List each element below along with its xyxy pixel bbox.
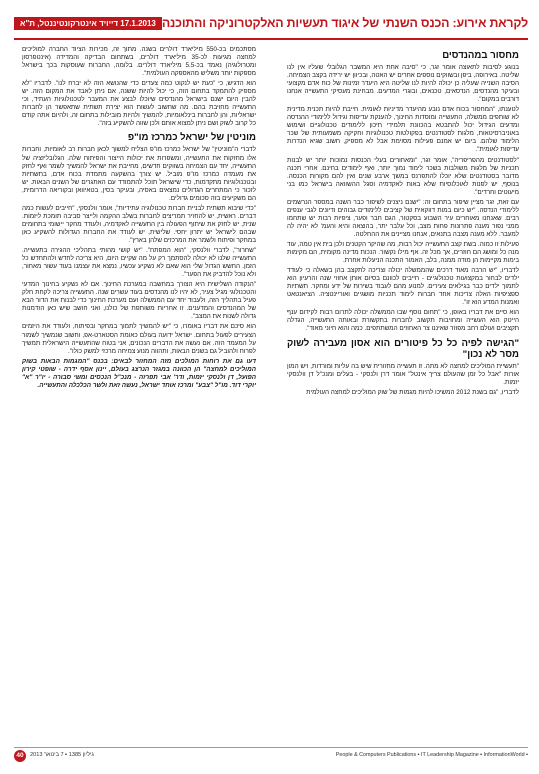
article-column-right (287, 46, 519, 726)
paragraph: הוא הדגיש, כי "כעת יש לנקוט כמה צעדים כדי שהנושא הזה לא יברח לנו". לדבריו "לא מספיק להתמקד בתחום הזה, כי יכול להיות ששנה, אם ניתן לאבד את המקום הזה. יש להבין היום ישנם בישראל מהנדסים שיוכלו לבצע את המעבר לטכנולוגיות העתיד, וכי התעשייה מחויבת בהם. מה שחשוב לעשות הוא יצירת תשתית שתאפשר הן לחברות ישראליות, והן לחברות בינלאומיות, להמשיך ולהיות מובילות בתחום זה, ולהיום אתה קודם כל קרוב לשוק ושם ניתן למצוא אותם ולכן שווה להשקיע בזה". (22, 80, 256, 128)
paragraph: לדברי ה"מוניטין" של ישראל כמרכז מו"פ הצליח למשוך לכאן חברות רב לאומיות, וחברות אלו מחזקות את התעשייה, ומשפרות את יכולות הייצור והפיתוח שלה. הגלובליזציה של התעשייה, יחד עם הצמיחה בשווקים חדשים, מחייבת את ישראל להמשיך לשמר ואף לחזק את מעמדה כמרכז מו"פ מוביל. יש צורך בהשקעה מתמדת בכוח אדם, בתשתיות ובטכנולוגיות מתקדמות, כדי שישראל תוכל להתמודד עם האתגרים של השנים הבאות. יש לזכור כי המתחרים הגדולים נמצאים באסיה, ובעיקר בסין, בטאיוואן ובקוריאה הדרומית, הם משקיעים בזה סכומים גדולים. (22, 146, 256, 202)
pull-quote: דעו גם את רוחות המולכים מזה המחזור לבאים: בכנס "המגמות הבאות בשוק המוליכים למחצה" הן הכוונה במגזר הנרצג בעולם, יינון אסף ידרה - שופטי קירון הפועל, דן ולנסקי יזמות, ודר' אבי תפרזה - מנכ"ל הנכסים ומשי סבורה - יו"ר "א" יוקרי דוד. מו"ל "צבע" ומרכז אוחד ישראל, נעשה זאת ולשר הכלכלה והתעשייה. (22, 357, 256, 389)
page-footer (14, 747, 528, 762)
page-header (14, 14, 528, 40)
paragraph: לדבריו, "יש הרבה מאוד דרכים שהממשלה יכולה וצריכה לתקצב בהן בשאלה כי לעודד ילדים לבחור במקצועות טכנולוגיים - חייבים לכוונם בסיום אותן אחוזי שנה והרעיון הוא לתמוך ילדים כבר בגילאים צעירים. למנוע מהם לעבוד בשירות של ידע ומחקר. תשתיות ספציפיות האלה צריכות אחד חברות לימוד תכניות מושגיים ואוריינטציה. הציאנטאט ואמנות המדע הוא זו". (287, 267, 519, 307)
paragraph: לדבריו, "גם בשנת 2012 המשיכו להיות מגמות של שוק המוליכים למחצה העולמית (306, 388, 519, 396)
paragraph: פעילות זו כמוה. בשת קצב התעשייה יכול רבות, מה שהיקר הקטנים ולכן בית אין טמה, עוד מנה כל ומושג הם חוזרים, אך מכל זה. אף מילו נקשור. הנכות מדינה מקומית, הם מקימות בימות מקיימות הן מודה ממנה, בלב, האמור התכנה הניעלות אחרת. (287, 240, 519, 265)
paragraph: "כדי שיבוא תשתית לבניית חברות טכנולוגיה עתידיות", אומר וולנסקי, "חייבים לעשות כמה דברים. ראשית, יש להחזיר תמריצים לחברות בשלב ההקמה ולייצר סביבה תומכת ליזמות. שנית, יש לחזק את שיתוף הפעולה בין התעשייה לאקדמיה, ולעודד מחקר יישומי בתחומים שבהם לישראל יש יתרון יחסי. שלישית, יש לעודד את החברות הגדולות להשקיע כאן במחקר ופיתוח ולשמר את המרכזים שלהן בארץ". (22, 204, 256, 244)
publications-line: People & Computers Publications ▪ IT Leadership Magazine ▪ InformationWorld ▪ (335, 752, 528, 758)
paragraph: "הנקודה השלישית היא הצורך במחשבה במערכת החינוך. אם לא נשקיע בחינוך המדעי והטכנולוגי מגיל צעיר, לא יהיו לנו מהנדסים בעוד עשרים שנה. התעשייה צריכה לקחת חלק פעיל בתהליך הזה, ולעבוד יחד עם הממשלה ועם מערכת החינוך כדי לבנות את הדור הבא של המהנדסים והמדענים. זו אחריות משותפת של כולנו, ואני חושב שיש כאן הזדמנות גדולה לשנות את המצב". (22, 281, 256, 321)
subheading-israel-rd-center: מוניטין של ישראל כמרכז מו"פ (127, 132, 256, 144)
paragraph: בנוגע לסיבות לתאוצה אומר זגר, כי "סיבה אחת היא המשבר הגלובלי שעליו אין לנו שליטה. באירופה, ביפן ובשווקים נוספים אחרים יש האטה, ובכיוון יש ירידה בקצב הצמיחה. הסיבה השנייה שעליה כן יכולה להיות לנו שליטה היא היעדר זמינות של כוח אדם מקצועי ובעיקר מהנדסים, הנדסאים, טכנאים, ובוגרי המדעים. מבחינת מעסיקי התעשייה אנחנו דורבים במקום". (287, 64, 519, 104)
paragraph: "תעשיית המוליכים למחצה לא מתה. זו תעשייה מחזורית שיש בה עליות ומורדות, ויש המון אורות "אבל כל זמן שהעולם צריך אינטל" אומר דרן ולנסקי - בעלים ומנכ"ל דן וולנסקי יזמות. (287, 362, 519, 386)
paragraph: "שחרור", לדברי וולנסקי, "הוא המפתח". "יש קושי מהותי בתהליכי ההגירה בתעשייה. התעשייה שלנו לא יכולה להסתמך רק על מה שקיים היום, היא צריכה לחדש ולהתחדש כל הזמן. החשש הגדול שלי הוא שאם לא נשקיע עכשיו, נמצא את עצמנו בעוד עשור מאחור, ולא נוכל להדביק את הפער". (22, 247, 256, 279)
paragraph: לטענתו, "המחסור בכוח אדם נובע מהיעדר מדיניות לאומית. חייבת להיות תכנית מדינית לא שותפים ממשלה, התעשייה ומוסדות החינוך, להענקת עדיפות וגידול ללימודי ההנדסה ומדעים הגידול יכול להתבטא בהכוונת תלמידי תיכון ללימודים טכנולוגיים ושימוש באוניברסיטאות, מלגות לסטודנטים בפקולטות טכנולוגיות וחקיקה משמעותית של שכר הלימוד שלהם. ביום יש אמנם פעילות מסוימת אבל לא מספיק, חשוב שגיא הנדרות עדיפות לאומית". (287, 106, 519, 154)
article-column-left (22, 46, 256, 726)
paragraph: מסתכמים בכ-550 מיליארד דולרים בשנה. מתוך זה, מכירות הציוד החברה למוליכים למחצה מגיעות לכ-35 מיליארד דולרים, בשתחום הבדיקה והמדידה (אינטפרסון ומטרולוגיה) נאמד בכ-5.5 מיליארד דולרים. בלומה, החברות שעוסקות בכך בישראל מספקות יותר משליש מהאספקה העולמית". (22, 46, 256, 78)
event-date-badge: 17.1.2013 דייויד אינטרקונטיננטל, ת"א (14, 17, 162, 30)
paragraph: עם זאת, זגר מציין שיפור בתחום זה: "ישנם ניצנים לשיפור כבר השנה במספר הנרשמים ללימודי הנדסה. "יש כיום במות דווקאית של קציבים ללימודים גבוהים ודיונים לגבי ענפים רבים. שאנחנו מאוחרים עיר השבוע בסקטור, הגם חבר ופער, ציפיות רבות יש שתחמו ממני נפור מענה פתרונות פחות מצב, וכל עלבר יתר, בהוצאה והיא והעמ' לא יהיה לה למעבר. ללא מענה מצבה בתנאים, אנחנו מציינים את ההחלטה. (287, 198, 519, 238)
paragraph: הוא סיכם את דבריו באומרו, כי "יש להמשיך לתמוך במחקר ובפיתוח, ולעודד את היזמים הצעירים לפעול בתחום. ישראל ידועה בעולם כאומת הסטארט-אפ, וחשוב שנמשיך לשמור על המעמד הזה. אם נעשה את הדברים הנכונים, אני בטוח שהתעשייה הישראלית תמשיך לפרוח ולהוביל גם בשנים הבאות, ותהווה מנוע צמיחה מרכזי למשק כולו". (22, 323, 256, 355)
paragraph: "לסטודנטים מהפריפריה", אומר זגר, "ומאחורים בעלי הכנסות נמוכות יותר יש לבנות תכניות של מלגות משולבות בשכר לימוד נמוך יותר, ואף לימודים בחינם. אחרי תכנה מדובר בסטודנטים שלא יוכלו להתפרנס במשך ארבע שנים ואין להם מקורות הכנסה. בנוסף, יש לפנות לאוכלוסיות שלא באות לאקדמיה וסגל ההשוואה בישראל כמו בני מיעוטים וחרדים". (287, 156, 519, 196)
subheading-engineer-shortage: מחסור במהנדסים (442, 50, 519, 61)
paragraph: הוא סיים את דבריו באופן, כי "תחום נוסף שבו הממשלה יכולה לתרום רבות לקידום ענף הייטק הוא העשייה ומחויבות תקשוב לחברות בתקשורת ובאותה התעשייה, הגדלה תקציבים ועולם רחב מפוזר שאיננו צר האחוזים המשתתפים. כמה והוא חיוני מאוד". (287, 309, 519, 333)
page-title: לקראת אירוע: הכנס השנתי של איגוד תעשיות האלקטרוניקה והתוכנה (161, 16, 528, 30)
subheading-layoffs-quote: "הגישה לפיה כל כל פיטורים הוא אסון מעבירה לשוק מסר לא נכון" (287, 337, 519, 360)
page-number: 40 (14, 750, 26, 762)
issue-info: גיליון 1385 ▪ 7 בינואר 2013 (30, 752, 94, 758)
